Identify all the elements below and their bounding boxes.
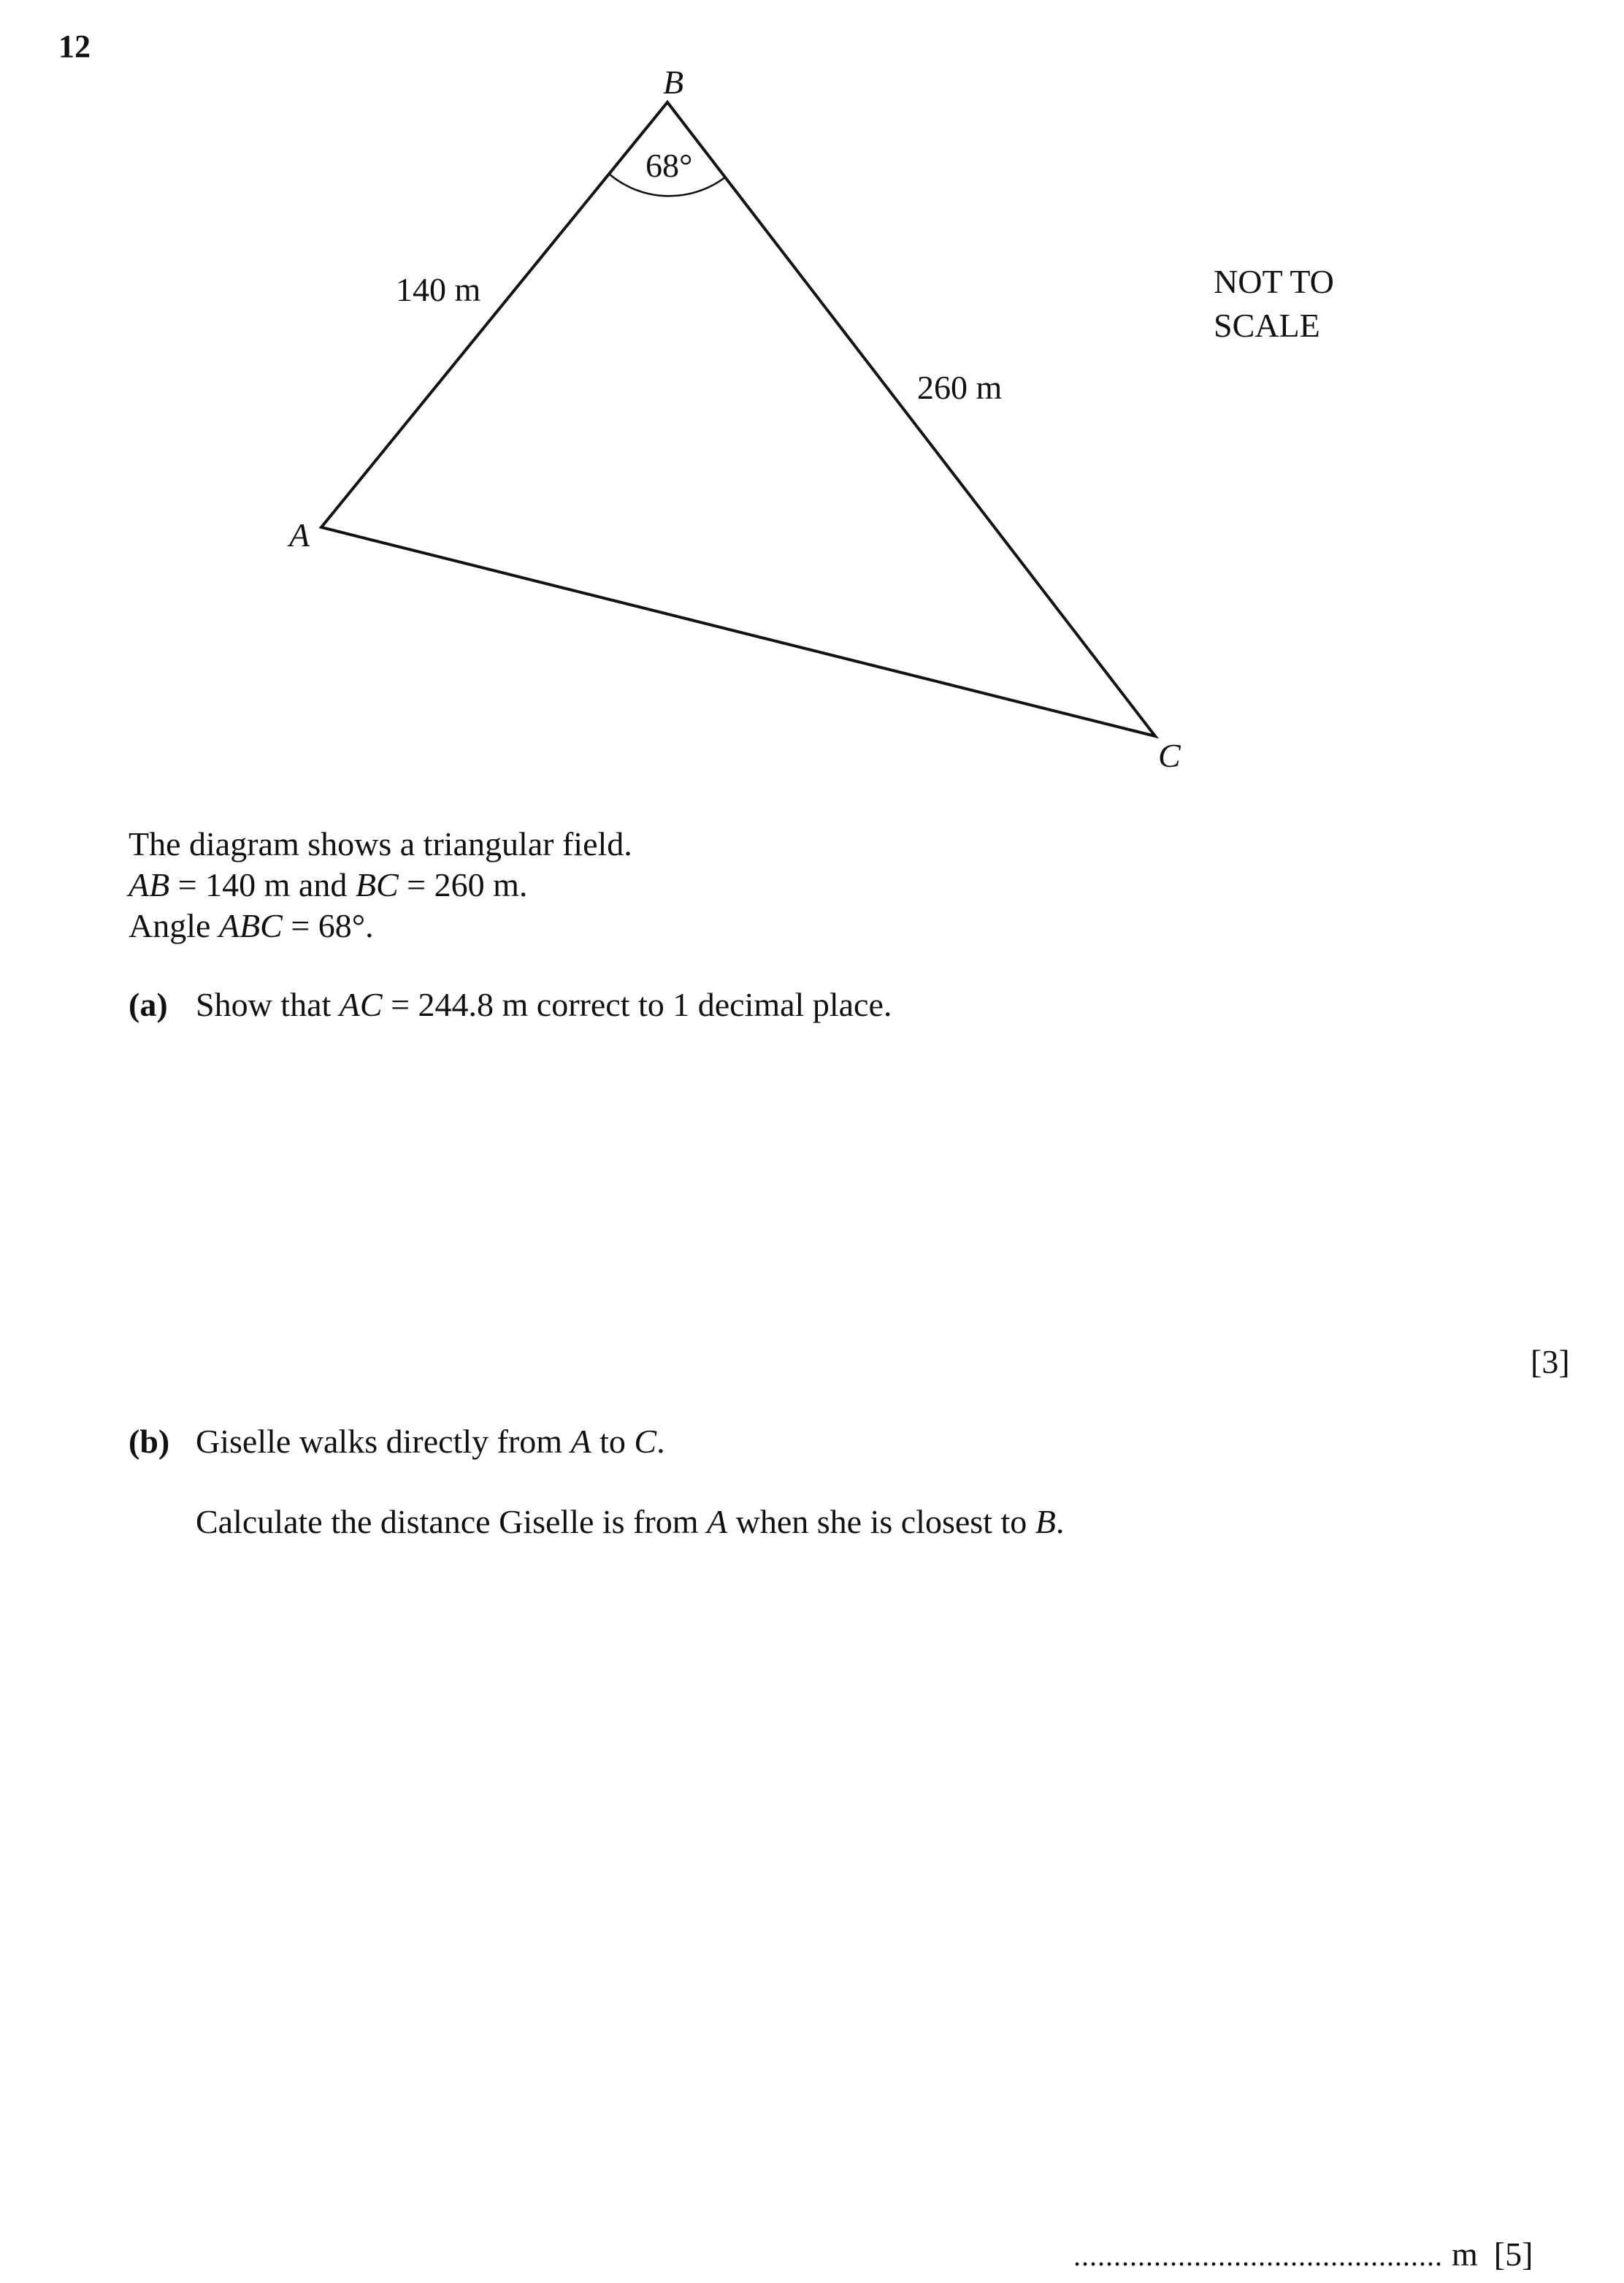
triangle-diagram (0, 0, 1624, 818)
part-a-question: Show that AC = 244.8 m correct to 1 decimal place. (196, 986, 892, 1023)
part-a-label: (a) (129, 986, 168, 1023)
part-b-line-1: Giselle walks directly from A to C. (196, 1423, 665, 1460)
part-a-marks: [3] (1531, 1343, 1570, 1380)
side-ab-label: 140 m (396, 271, 481, 308)
vertex-a-label: A (289, 516, 310, 554)
part-b-marks: [5] (1493, 2236, 1533, 2273)
vertex-c-label: C (1158, 737, 1181, 774)
answer-dots[interactable]: .............................................. (1073, 2239, 1443, 2272)
angle-b-label: 68° (646, 147, 693, 184)
part-b-label: (b) (129, 1423, 170, 1460)
intro-line-1: The diagram shows a triangular field. (129, 825, 632, 863)
triangle-abc (321, 102, 1155, 736)
vertex-b-label: B (663, 64, 684, 101)
side-bc-label: 260 m (917, 369, 1003, 406)
part-b-line-2: Calculate the distance Giselle is from A when she is closest to B. (196, 1503, 1065, 1540)
intro-line-3: Angle ABC = 68°. (129, 907, 374, 944)
intro-line-2: AB = 140 m and BC = 260 m. (129, 866, 528, 903)
answer-unit: m (1452, 2236, 1478, 2273)
answer-line[interactable] (1073, 2235, 1533, 2274)
not-to-scale-note: NOT TO SCALE (1214, 263, 1334, 344)
question-number: 12 (58, 28, 91, 64)
